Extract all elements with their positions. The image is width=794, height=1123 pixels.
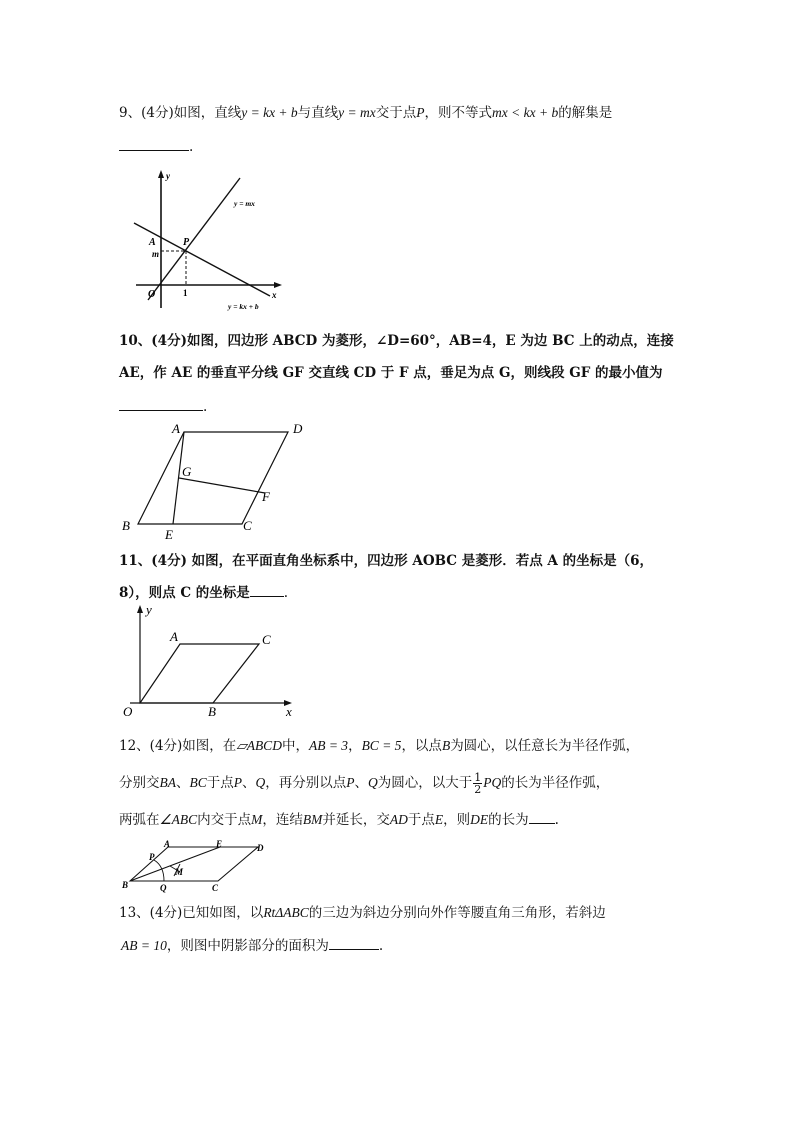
q12-answer-blank [529,809,555,824]
q9-label-a: A [149,237,156,248]
q12-bm: BM [302,812,323,827]
q9-inequality: mx < kx + b [492,105,559,120]
q9-label-x: x [272,290,277,300]
q12-text-j: ，再分别以点 [265,775,347,791]
q12-label-d: D [257,843,264,853]
q12-text-h: 于点 [206,775,234,791]
q12-ad: AD [389,812,408,827]
q9-answer-blank [119,136,189,151]
q10-label-d: D [293,421,303,436]
q9-line-1 [119,103,612,123]
q9-eq-mx: y = mx [338,105,376,120]
q10-label-a: A [172,421,180,436]
q12-text-l: 为圆心，以大于 [377,775,473,791]
q9-text-d: ，则不等式 [424,105,493,121]
q12-text-t: 的长为 [488,812,529,828]
q13-text-b: 的三边为斜边分别向外作等腰直角三角形，若斜边 [308,905,606,921]
q12-text-s: ，则 [443,812,471,828]
q11-coordinate-figure [118,602,308,722]
q11-line-2 [119,582,288,603]
q12-ab: AB = 3 [308,738,349,753]
q10-line-2: AE，作 AE 的垂直平分线 GF 交直线 CD 于 F 点，垂足为点 G，则线段 GF 的最小值为 [119,365,663,381]
q9-label-m: m [152,249,160,259]
q11-text: 8），则点 C 的坐标是 [119,585,250,601]
q11-period: . [283,585,289,601]
q12-frac-num: 1 [474,771,482,784]
q9-graph [130,168,290,318]
q13-text-c: ，则图中阴影部分的面积为 [166,938,329,954]
q11-line-1: 11、(4分) 如图，在平面直角坐标系中，四边形 AOBC 是菱形．若点 A 的坐标是（6， [119,553,653,569]
q12-fraction [473,772,482,795]
q10-line-3 [119,396,207,417]
q12-text-n: 两弧在 [119,812,160,828]
q13-period: . [378,938,384,954]
q12-label-p: P [149,852,155,862]
q12-text-c: ， [348,738,362,754]
q12-text-i: 、 [242,775,256,791]
q12-label-c: C [212,883,219,893]
q12-parallelogram-figure [118,838,278,898]
q12-text-a: 12、(4分)如图，在 [119,738,237,754]
q12-label-e: E [216,839,223,849]
q10-label-g: G [182,464,192,479]
q12-label-m: M [175,867,184,877]
q13-answer-blank [329,935,379,950]
q12-bc: BC = 5 [361,738,402,753]
q9-point-p: P [416,105,425,120]
q12-label-a: A [164,839,171,849]
q13-line-2 [121,935,383,956]
q12-de: DE [470,812,489,827]
q12-label-b: B [122,880,129,890]
q12-q: Q [255,775,266,790]
q12-text-q: 并延长，交 [322,812,390,828]
q12-bc2: BC [189,775,207,790]
q12-parallelogram: ▱ABCD [236,738,282,753]
q9-text-a: 9、(4分)如图，直线 [119,105,242,121]
q11-label-x: x [286,704,292,719]
q13-line-1 [119,903,606,923]
q11-label-c: C [262,632,271,647]
q12-line-3 [119,809,559,830]
q12-text-p: ，连结 [262,812,303,828]
q12-p: P [233,775,243,790]
q13-ab: AB = 10 [121,938,167,953]
q12-text-d: ，以点 [401,738,442,754]
q13-text-a: 13、(4分)已知如图，以 [119,905,264,921]
q12-text-m: 的长为半径作弧， [501,775,610,791]
q9-label-1: 1 [183,288,188,298]
q9-line-2 [119,136,193,157]
q12-line-2 [119,772,609,795]
q9-label-p: P [183,237,190,248]
q12-p2: P [346,775,355,790]
q12-text-b: 中， [281,738,309,754]
q9-text-e: 的解集是 [558,105,613,121]
q10-label-f: F [262,489,270,504]
q10-rhombus-figure [118,418,318,543]
q12-text-e: 为圆心，以任意长为半径作弧， [450,738,640,754]
q10-label-e: E [165,527,173,542]
q13-triangle: RtΔABC [263,905,309,920]
q9-text-c: 交于点 [375,105,417,121]
q9-label-o: O [148,289,156,300]
q12-line-1 [119,736,639,756]
q10-line-1: 10、(4分)如图，四边形 ABCD 为菱形，∠D=60°，AB=4，E 为边 BC 上的动点，连接 [119,333,674,349]
q12-text-k: 、 [354,775,369,791]
q12-frac-den: 2 [474,783,482,796]
q9-period: . [189,139,194,155]
q12-label-q: Q [160,883,167,893]
q9-eq-kxb: y = kx + b [241,105,298,120]
q9-label-ykxb: y = kx + b [228,302,259,311]
q12-angle: ∠ABC [159,812,198,827]
q10-answer-blank [119,396,203,411]
q9-label-y: y [166,171,170,181]
q9-text-b: 与直线 [297,105,339,121]
q10-label-b: B [122,518,130,533]
q12-text-r: 于点 [407,812,435,828]
q11-answer-blank [250,582,284,597]
q11-label-b: B [208,704,216,719]
q12-text-o: 内交于点 [197,812,252,828]
q12-ba: BA [159,775,176,790]
q12-period: . [554,812,559,828]
q12-q2: Q [368,775,378,790]
q11-label-y: y [146,602,152,617]
q12-text-g: 、 [176,775,190,791]
q12-m: M [251,812,263,827]
q9-label-ymx: y = mx [234,199,255,208]
q12-b: B [441,738,451,753]
q11-label-a: A [170,629,178,644]
q10-period: . [203,399,208,415]
q10-label-c: C [243,518,252,533]
q12-text-f: 分别交 [119,775,160,791]
q12-pq: PQ [483,775,502,790]
q11-label-o: O [123,704,133,719]
q12-e: E [434,812,444,827]
